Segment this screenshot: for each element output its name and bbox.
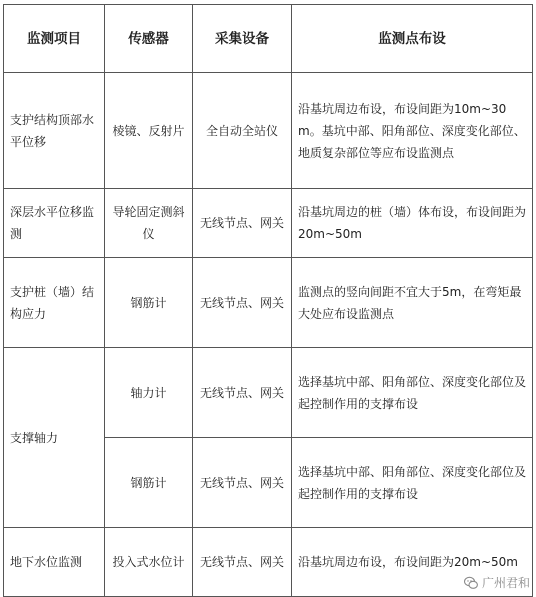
cell-sensor: 轴力计 — [105, 348, 193, 438]
header-monitoring-item: 监测项目 — [4, 5, 105, 73]
header-point-layout: 监测点布设 — [292, 5, 533, 73]
cell-item: 支撑轴力 — [4, 348, 105, 528]
cell-layout: 选择基坑中部、阳角部位、深度变化部位及起控制作用的支撑布设 — [292, 438, 533, 528]
cell-sensor: 棱镜、反射片 — [105, 73, 193, 189]
cell-layout: 监测点的竖向间距不宜大于5m，在弯矩最大处应布设监测点 — [292, 258, 533, 348]
cell-item: 支护桩（墙）结构应力 — [4, 258, 105, 348]
header-acquisition-device: 采集设备 — [193, 5, 292, 73]
table-row — [4, 258, 533, 348]
table-row — [4, 73, 533, 189]
monitoring-table — [3, 4, 533, 597]
cell-item: 地下水位监测 — [4, 528, 105, 597]
watermark-text: 广州君和 — [481, 576, 530, 590]
cell-sensor: 钢筋计 — [105, 258, 193, 348]
wechat-icon — [464, 576, 478, 590]
cell-sensor: 导轮固定测斜仪 — [105, 189, 193, 258]
cell-device: 无线节点、网关 — [193, 438, 292, 528]
cell-layout: 沿基坑周边布设，布设间距为20m~50m — [292, 528, 533, 597]
cell-layout: 沿基坑周边的桩（墙）体布设，布设间距为20m~50m — [292, 189, 533, 258]
table-row — [4, 528, 533, 597]
table-row — [4, 348, 533, 438]
watermark — [464, 574, 530, 591]
cell-device: 全自动全站仪 — [193, 73, 292, 189]
cell-sensor: 钢筋计 — [105, 438, 193, 528]
cell-item: 支护结构顶部水平位移 — [4, 73, 105, 189]
header-sensor: 传感器 — [105, 5, 193, 73]
cell-layout: 选择基坑中部、阳角部位、深度变化部位及起控制作用的支撑布设 — [292, 348, 533, 438]
cell-device: 无线节点、网关 — [193, 528, 292, 597]
cell-item: 深层水平位移监测 — [4, 189, 105, 258]
cell-layout: 沿基坑周边布设，布设间距为10m~30m。基坑中部、阳角部位、深度变化部位、地质复杂部位等应布设监测点 — [292, 73, 533, 189]
cell-device: 无线节点、网关 — [193, 258, 292, 348]
cell-device: 无线节点、网关 — [193, 348, 292, 438]
table-header-row — [4, 5, 533, 73]
cell-sensor: 投入式水位计 — [105, 528, 193, 597]
table-row — [4, 189, 533, 258]
cell-device: 无线节点、网关 — [193, 189, 292, 258]
